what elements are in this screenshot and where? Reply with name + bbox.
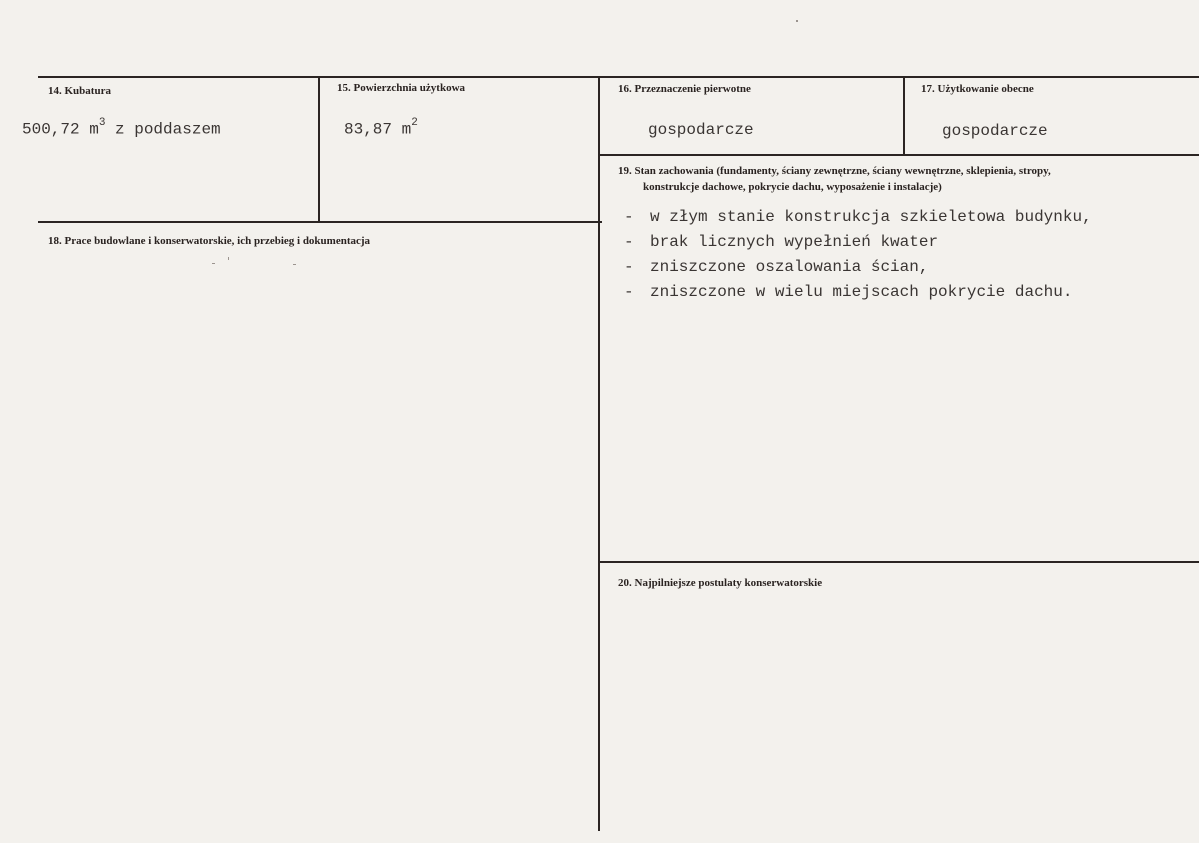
field-19-list <box>624 205 1092 305</box>
field-16-label: 16. Przeznaczenie pierwotne <box>618 83 751 95</box>
field-19-label-line1: 19. Stan zachowania (fundamenty, ściany zewnętrzne, ściany wewnętrzne, sklepienia, stropy, <box>618 165 1051 177</box>
item-dash: - <box>624 283 634 301</box>
field-15-value-exponent: 2 <box>411 117 418 129</box>
top-rule <box>38 76 1199 78</box>
rule-14-18 <box>38 221 602 223</box>
paper-speck <box>293 264 296 265</box>
condition-item <box>624 230 1092 255</box>
field-15-label: 15. Powierzchnia użytkowa <box>337 82 466 94</box>
condition-text: zniszczone w wielu miejscach pokrycie dachu. <box>650 283 1073 301</box>
field-14-value <box>22 119 221 138</box>
field-15-value <box>344 119 418 138</box>
rule-16-19 <box>600 154 1199 156</box>
divider-14-15 <box>318 76 320 222</box>
item-dash: - <box>624 258 634 276</box>
paper-speck <box>212 263 215 264</box>
field-14-label: 14. Kubatura <box>48 85 111 97</box>
field-20-label: 20. Najpilniejsze postulaty konserwatorskie <box>618 577 823 589</box>
item-dash: - <box>624 233 634 251</box>
item-dash: - <box>624 208 634 226</box>
field-14-value-number: 500,72 m <box>22 120 99 139</box>
paper-speck <box>796 20 798 22</box>
condition-text: brak licznych wypełnień kwater <box>650 233 939 251</box>
field-18-label: 18. Prace budowlane i konserwatorskie, ich przebieg i dokumentacja <box>48 235 371 247</box>
field-15-value-number: 83,87 m <box>344 120 412 139</box>
condition-item <box>624 280 1092 305</box>
divider-16-17 <box>903 76 905 155</box>
field-16-value: gospodarcze <box>648 121 754 139</box>
field-17-value: gospodarcze <box>942 122 1048 140</box>
field-17-label: 17. Użytkowanie obecne <box>921 83 1034 95</box>
field-14-value-note: z poddaszem <box>105 120 221 139</box>
condition-item <box>624 205 1092 230</box>
rule-19-20 <box>600 561 1199 563</box>
divider-center <box>598 76 600 831</box>
paper-speck <box>228 257 229 260</box>
condition-item <box>624 255 1092 280</box>
condition-text: w złym stanie konstrukcja szkieletowa budynku, <box>650 208 1092 226</box>
condition-text: zniszczone oszalowania ścian, <box>650 258 929 276</box>
field-14-value-exponent: 3 <box>98 117 106 129</box>
field-19-label-line2: konstrukcje dachowe, pokrycie dachu, wyposażenie i instalacje) <box>643 181 942 193</box>
